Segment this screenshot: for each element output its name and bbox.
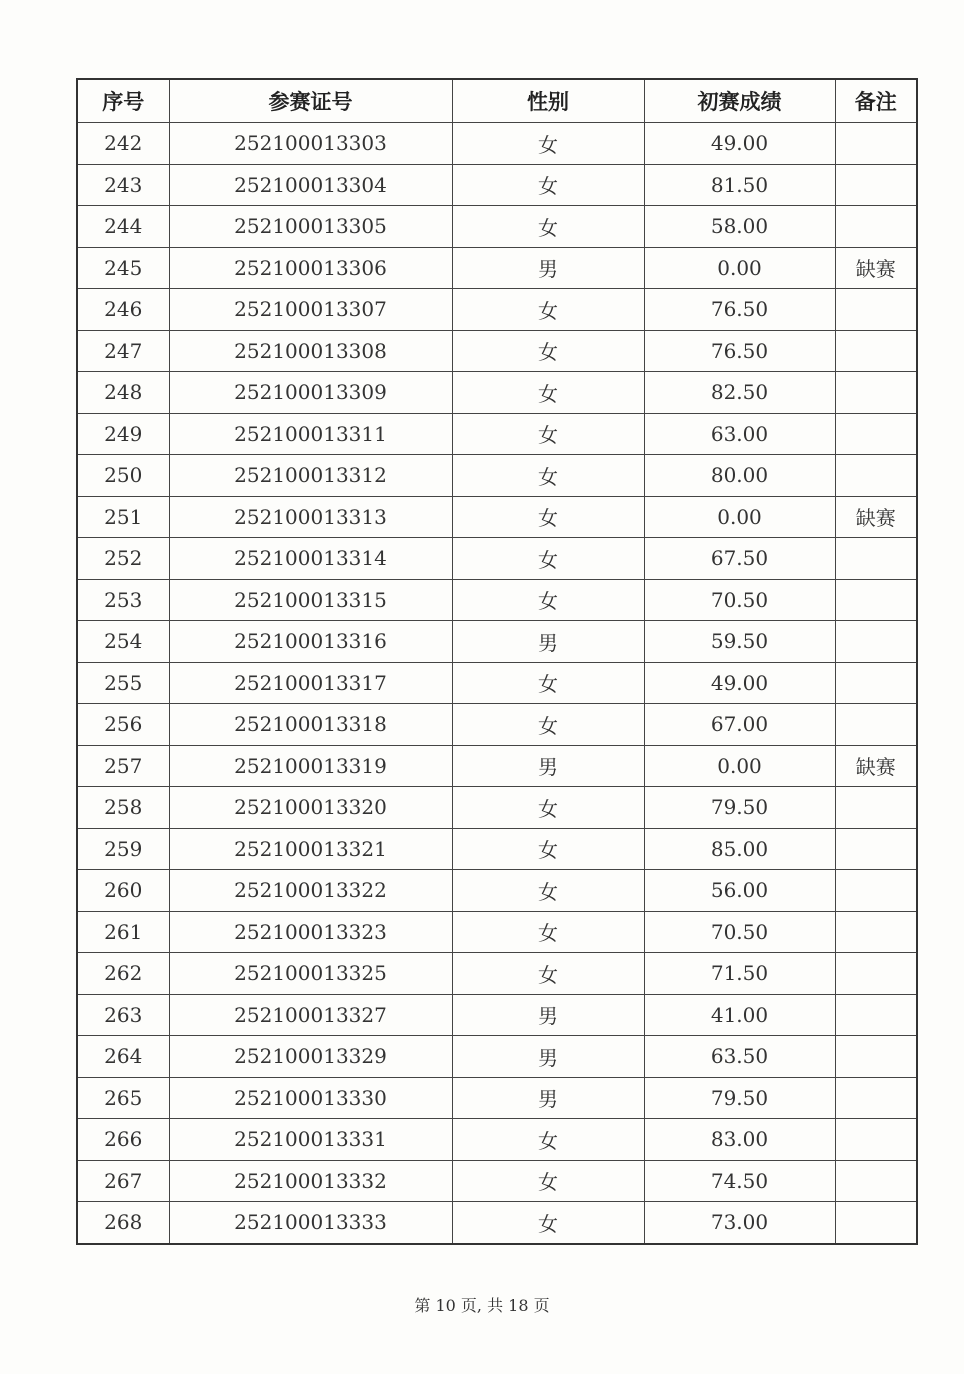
- cell-id: 252100013320: [169, 787, 452, 829]
- cell-note: [835, 1160, 917, 1202]
- cell-id: 252100013313: [169, 496, 452, 538]
- cell-seq: 252: [77, 538, 169, 580]
- cell-seq: 242: [77, 123, 169, 165]
- cell-note: [835, 1077, 917, 1119]
- cell-note: [835, 538, 917, 580]
- cell-note: [835, 994, 917, 1036]
- cell-score: 70.50: [644, 911, 835, 953]
- cell-note: [835, 372, 917, 414]
- cell-score: 49.00: [644, 662, 835, 704]
- table-row: [77, 911, 917, 953]
- cell-seq: 262: [77, 953, 169, 995]
- cell-gender: 女: [452, 123, 644, 165]
- cell-id: 252100013306: [169, 247, 452, 289]
- cell-seq: 265: [77, 1077, 169, 1119]
- cell-seq: 250: [77, 455, 169, 497]
- cell-seq: 257: [77, 745, 169, 787]
- table-row: [77, 662, 917, 704]
- cell-note: 缺赛: [835, 496, 917, 538]
- cell-gender: 女: [452, 1202, 644, 1244]
- cell-id: 252100013327: [169, 994, 452, 1036]
- cell-seq: 248: [77, 372, 169, 414]
- table-row: [77, 1036, 917, 1078]
- cell-gender: 女: [452, 330, 644, 372]
- table-row: [77, 1202, 917, 1244]
- table-row: [77, 1119, 917, 1161]
- cell-score: 0.00: [644, 247, 835, 289]
- cell-score: 79.50: [644, 1077, 835, 1119]
- cell-seq: 253: [77, 579, 169, 621]
- table-row: [77, 828, 917, 870]
- cell-gender: 男: [452, 1036, 644, 1078]
- table-row: [77, 206, 917, 248]
- cell-score: 83.00: [644, 1119, 835, 1161]
- cell-id: 252100013323: [169, 911, 452, 953]
- table-row: [77, 994, 917, 1036]
- cell-seq: 261: [77, 911, 169, 953]
- page-number: 第 10 页, 共 18 页: [414, 1296, 550, 1315]
- cell-score: 67.00: [644, 704, 835, 746]
- cell-id: 252100013331: [169, 1119, 452, 1161]
- cell-seq: 266: [77, 1119, 169, 1161]
- cell-gender: 女: [452, 413, 644, 455]
- cell-score: 0.00: [644, 745, 835, 787]
- cell-id: 252100013317: [169, 662, 452, 704]
- table-row: [77, 538, 917, 580]
- table-row: [77, 330, 917, 372]
- cell-gender: 女: [452, 787, 644, 829]
- header-id: 参赛证号: [169, 79, 452, 123]
- cell-seq: 268: [77, 1202, 169, 1244]
- cell-score: 63.00: [644, 413, 835, 455]
- cell-id: 252100013321: [169, 828, 452, 870]
- table-row: [77, 372, 917, 414]
- cell-score: 59.50: [644, 621, 835, 663]
- header-gender: 性别: [452, 79, 644, 123]
- table-row: [77, 579, 917, 621]
- cell-note: [835, 413, 917, 455]
- cell-seq: 251: [77, 496, 169, 538]
- cell-note: [835, 953, 917, 995]
- table-row: [77, 787, 917, 829]
- cell-gender: 女: [452, 953, 644, 995]
- cell-note: [835, 206, 917, 248]
- cell-gender: 女: [452, 1119, 644, 1161]
- cell-id: 252100013314: [169, 538, 452, 580]
- cell-seq: 243: [77, 164, 169, 206]
- cell-id: 252100013330: [169, 1077, 452, 1119]
- cell-note: [835, 787, 917, 829]
- table-body: [77, 123, 917, 1244]
- cell-score: 0.00: [644, 496, 835, 538]
- table-header-row: [77, 79, 917, 123]
- cell-gender: 女: [452, 538, 644, 580]
- cell-score: 67.50: [644, 538, 835, 580]
- cell-score: 70.50: [644, 579, 835, 621]
- cell-id: 252100013315: [169, 579, 452, 621]
- cell-note: [835, 455, 917, 497]
- cell-note: [835, 911, 917, 953]
- table-row: [77, 247, 917, 289]
- cell-seq: 264: [77, 1036, 169, 1078]
- cell-note: [835, 330, 917, 372]
- cell-gender: 男: [452, 247, 644, 289]
- cell-id: 252100013329: [169, 1036, 452, 1078]
- cell-score: 85.00: [644, 828, 835, 870]
- cell-gender: 女: [452, 206, 644, 248]
- header-note: 备注: [835, 79, 917, 123]
- cell-id: 252100013303: [169, 123, 452, 165]
- cell-seq: 267: [77, 1160, 169, 1202]
- cell-gender: 女: [452, 289, 644, 331]
- cell-id: 252100013319: [169, 745, 452, 787]
- cell-gender: 男: [452, 621, 644, 663]
- cell-note: 缺赛: [835, 745, 917, 787]
- cell-id: 252100013332: [169, 1160, 452, 1202]
- table-row: [77, 496, 917, 538]
- cell-score: 79.50: [644, 787, 835, 829]
- cell-gender: 女: [452, 704, 644, 746]
- cell-id: 252100013305: [169, 206, 452, 248]
- table-row: [77, 704, 917, 746]
- cell-gender: 女: [452, 828, 644, 870]
- cell-score: 63.50: [644, 1036, 835, 1078]
- table-row: [77, 289, 917, 331]
- header-score: 初赛成绩: [644, 79, 835, 123]
- table-row: [77, 870, 917, 912]
- cell-score: 71.50: [644, 953, 835, 995]
- cell-id: 252100013333: [169, 1202, 452, 1244]
- cell-score: 76.50: [644, 289, 835, 331]
- cell-seq: 259: [77, 828, 169, 870]
- cell-gender: 男: [452, 745, 644, 787]
- cell-note: [835, 1036, 917, 1078]
- cell-gender: 女: [452, 455, 644, 497]
- cell-score: 80.00: [644, 455, 835, 497]
- cell-note: [835, 621, 917, 663]
- cell-note: [835, 123, 917, 165]
- cell-score: 56.00: [644, 870, 835, 912]
- table-row: [77, 1160, 917, 1202]
- cell-score: 82.50: [644, 372, 835, 414]
- cell-id: 252100013309: [169, 372, 452, 414]
- cell-note: 缺赛: [835, 247, 917, 289]
- cell-id: 252100013312: [169, 455, 452, 497]
- cell-seq: 256: [77, 704, 169, 746]
- cell-gender: 女: [452, 870, 644, 912]
- cell-seq: 247: [77, 330, 169, 372]
- header-seq: 序号: [77, 79, 169, 123]
- cell-note: [835, 828, 917, 870]
- cell-score: 74.50: [644, 1160, 835, 1202]
- cell-score: 41.00: [644, 994, 835, 1036]
- cell-score: 76.50: [644, 330, 835, 372]
- cell-note: [835, 579, 917, 621]
- cell-id: 252100013307: [169, 289, 452, 331]
- cell-gender: 女: [452, 579, 644, 621]
- table-row: [77, 413, 917, 455]
- cell-seq: 255: [77, 662, 169, 704]
- table-row: [77, 745, 917, 787]
- cell-id: 252100013316: [169, 621, 452, 663]
- cell-note: [835, 164, 917, 206]
- cell-seq: 254: [77, 621, 169, 663]
- cell-seq: 260: [77, 870, 169, 912]
- results-table: [76, 78, 918, 1245]
- cell-seq: 244: [77, 206, 169, 248]
- cell-seq: 249: [77, 413, 169, 455]
- cell-id: 252100013325: [169, 953, 452, 995]
- cell-score: 49.00: [644, 123, 835, 165]
- table-row: [77, 953, 917, 995]
- cell-note: [835, 662, 917, 704]
- cell-id: 252100013322: [169, 870, 452, 912]
- cell-seq: 245: [77, 247, 169, 289]
- table-row: [77, 621, 917, 663]
- cell-score: 81.50: [644, 164, 835, 206]
- cell-gender: 女: [452, 1160, 644, 1202]
- cell-note: [835, 870, 917, 912]
- cell-id: 252100013311: [169, 413, 452, 455]
- cell-seq: 258: [77, 787, 169, 829]
- cell-note: [835, 1202, 917, 1244]
- cell-id: 252100013304: [169, 164, 452, 206]
- cell-score: 73.00: [644, 1202, 835, 1244]
- cell-gender: 女: [452, 496, 644, 538]
- cell-score: 58.00: [644, 206, 835, 248]
- cell-id: 252100013318: [169, 704, 452, 746]
- cell-gender: 女: [452, 911, 644, 953]
- cell-note: [835, 289, 917, 331]
- table-row: [77, 1077, 917, 1119]
- table-row: [77, 123, 917, 165]
- cell-gender: 女: [452, 164, 644, 206]
- cell-note: [835, 1119, 917, 1161]
- cell-gender: 女: [452, 372, 644, 414]
- cell-seq: 246: [77, 289, 169, 331]
- cell-gender: 男: [452, 994, 644, 1036]
- table-row: [77, 455, 917, 497]
- cell-gender: 男: [452, 1077, 644, 1119]
- table-row: [77, 164, 917, 206]
- cell-id: 252100013308: [169, 330, 452, 372]
- cell-seq: 263: [77, 994, 169, 1036]
- cell-note: [835, 704, 917, 746]
- cell-gender: 女: [452, 662, 644, 704]
